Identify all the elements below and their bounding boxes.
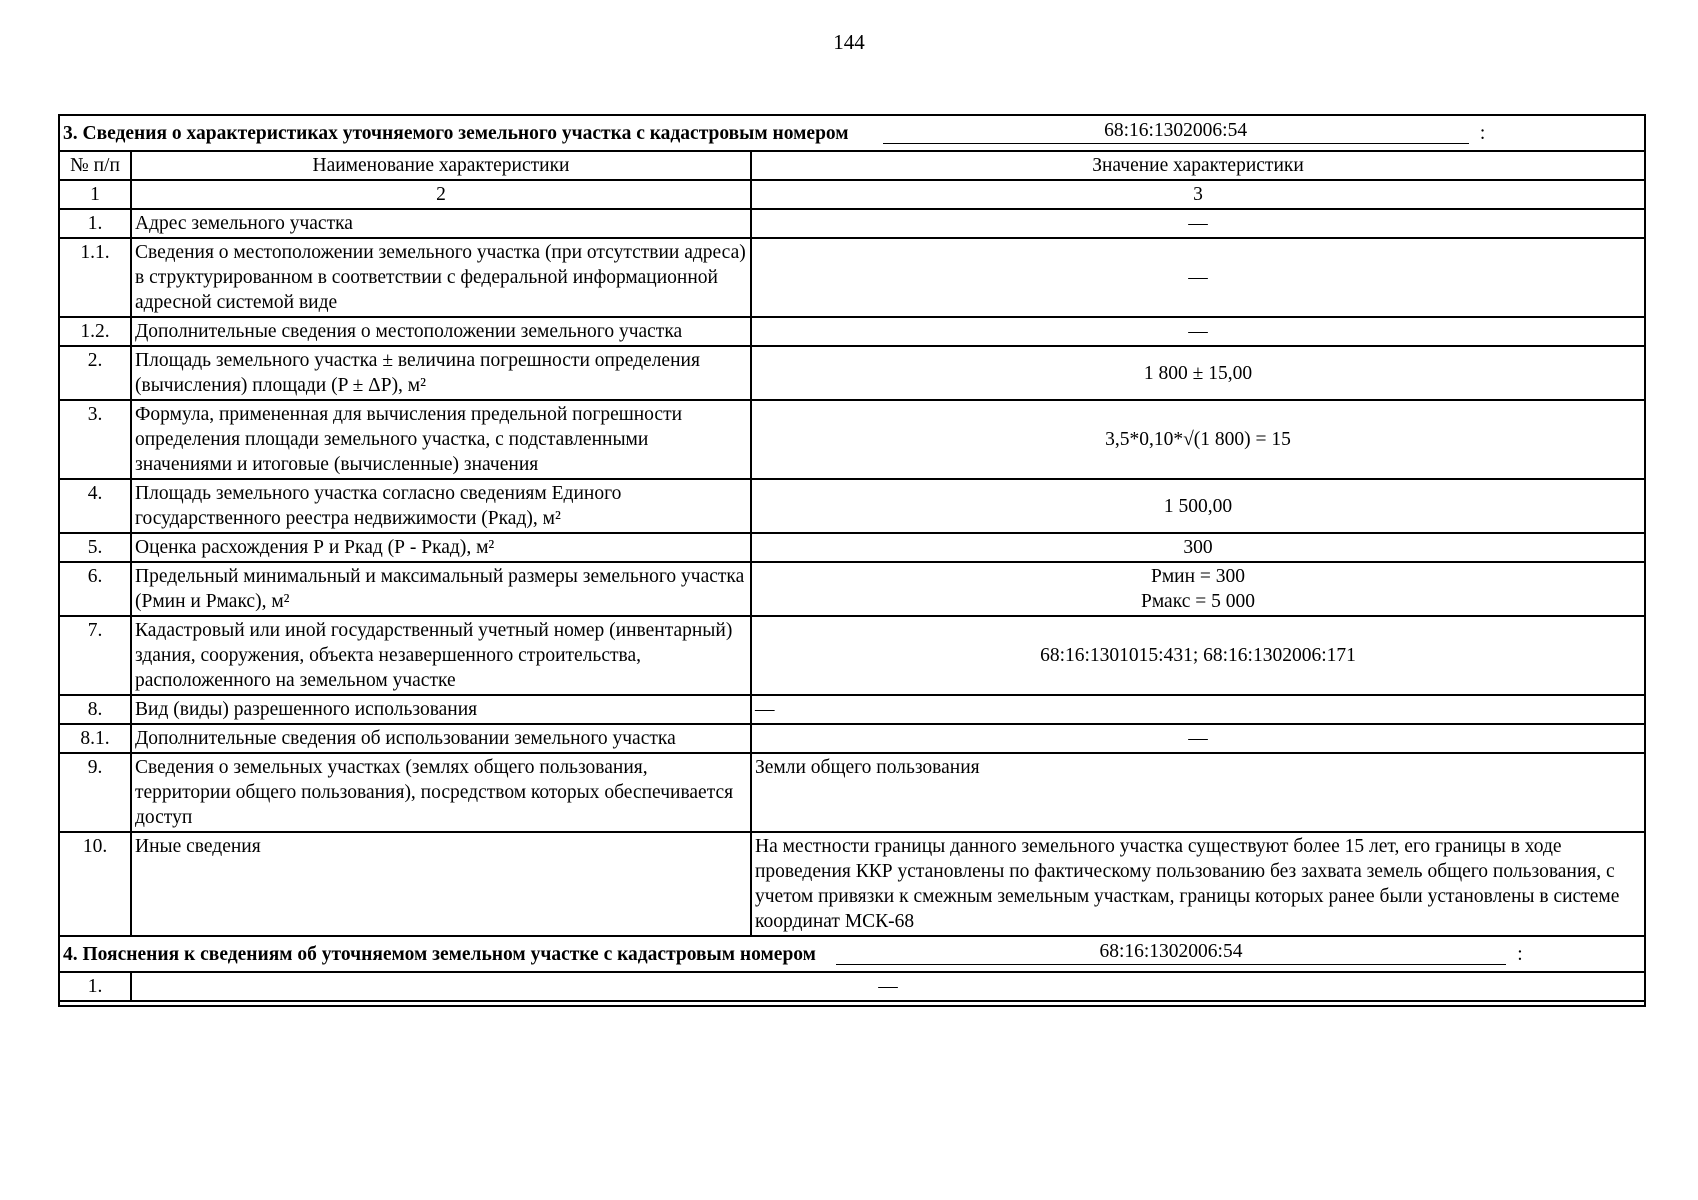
row-number: 5. <box>59 533 131 562</box>
row-number: 8. <box>59 695 131 724</box>
row-name: Предельный минимальный и максимальный размеры земельного участка (Рмин и Рмакс), м² <box>131 562 751 616</box>
row-name: Вид (виды) разрешенного использования <box>131 695 751 724</box>
section-3-title: 3. Сведения о характеристиках уточняемого земельного участка с кадастровым номером <box>63 123 849 144</box>
section-4-colon: : <box>1517 944 1523 965</box>
row-name: Кадастровый или иной государственный учетный номер (инвентарный) здания, сооружения, объекта незавершенного строительства, расположенного на земельном участке <box>131 616 751 695</box>
table-row <box>59 832 1645 936</box>
section-4-title: 4. Пояснения к сведениям об уточняемом земельном участке с кадастровым номером <box>63 944 816 965</box>
row-number: 10. <box>59 832 131 936</box>
column-number-3: 3 <box>751 180 1645 209</box>
row-value: 68:16:1301015:431; 68:16:1302006:171 <box>751 616 1645 695</box>
table-row <box>59 695 1645 724</box>
row-name: Иные сведения <box>131 832 751 936</box>
row-name: Оценка расхождения Р и Ркад (Р - Ркад), м² <box>131 533 751 562</box>
table-row <box>59 317 1645 346</box>
column-header-num: № п/п <box>59 151 131 180</box>
section-3-colon: : <box>1479 123 1486 144</box>
column-number-row <box>59 180 1645 209</box>
row-number: 1.2. <box>59 317 131 346</box>
row-value-line: Рмакс = 5 000 <box>1141 591 1255 612</box>
table-row <box>59 753 1645 832</box>
column-number-1: 1 <box>59 180 131 209</box>
row-number: 6. <box>59 562 131 616</box>
row-value: — <box>751 209 1645 238</box>
row-value: — <box>131 972 1645 1001</box>
row-value: 1 800 ± 15,00 <box>751 346 1645 400</box>
row-name: Дополнительные сведения об использовании земельного участка <box>131 724 751 753</box>
row-value: На местности границы данного земельного участка существуют более 15 лет, его границы в ходе проведения ККР установлены по фактическому пользованию без захвата земель общего пользования, с учетом привязки к смежным земельным участкам, границы которых ранее были установлены в системе координат МСК-68 <box>751 832 1645 936</box>
table-row <box>59 400 1645 479</box>
row-number: 7. <box>59 616 131 695</box>
row-value: 300 <box>751 533 1645 562</box>
row-value: — <box>751 695 1645 724</box>
row-value <box>751 562 1645 616</box>
table-bottom-border <box>59 1001 1645 1006</box>
row-name: Формула, примененная для вычисления предельной погрешности определения площади земельного участка, с подставленными значениями и итоговые (вычисленные) значения <box>131 400 751 479</box>
section-4-cadastral-number: 68:16:1302006:54 <box>836 939 1506 965</box>
row-value: — <box>751 238 1645 317</box>
row-number: 1. <box>59 209 131 238</box>
row-value: Земли общего пользования <box>751 753 1645 832</box>
table-row <box>59 533 1645 562</box>
row-value: — <box>751 724 1645 753</box>
column-header-row <box>59 151 1645 180</box>
column-header-name: Наименование характеристики <box>131 151 751 180</box>
row-number: 9. <box>59 753 131 832</box>
table-row <box>59 616 1645 695</box>
column-header-value: Значение характеристики <box>751 151 1645 180</box>
row-name: Сведения о местоположении земельного участка (при отсутствии адреса) в структурированном в соответствии с федеральной информационной адресной системой виде <box>131 238 751 317</box>
section-4-header-row <box>59 936 1645 972</box>
table-row <box>59 479 1645 533</box>
section-3-header-row <box>59 115 1645 151</box>
row-number: 3. <box>59 400 131 479</box>
table-row <box>59 238 1645 317</box>
row-name: Адрес земельного участка <box>131 209 751 238</box>
row-value: 3,5*0,10*√(1 800) = 15 <box>751 400 1645 479</box>
section-3-cadastral-number: 68:16:1302006:54 <box>883 118 1469 144</box>
row-name: Площадь земельного участка согласно сведениям Единого государственного реестра недвижимости (Ркад), м² <box>131 479 751 533</box>
row-number: 2. <box>59 346 131 400</box>
row-value-line: Рмин = 300 <box>1150 566 1246 587</box>
row-number: 4. <box>59 479 131 533</box>
row-name: Площадь земельного участка ± величина погрешности определения (вычисления) площади (P ± ΔP), м² <box>131 346 751 400</box>
row-number: 8.1. <box>59 724 131 753</box>
row-name: Сведения о земельных участках (землях общего пользования, территории общего пользования), посредством которых обеспечивается доступ <box>131 753 751 832</box>
page-number: 144 <box>833 30 865 54</box>
column-number-2: 2 <box>131 180 751 209</box>
characteristics-table <box>58 114 1646 1007</box>
row-value: 1 500,00 <box>751 479 1645 533</box>
table-row <box>59 972 1645 1001</box>
table-row <box>59 724 1645 753</box>
row-number: 1.1. <box>59 238 131 317</box>
row-value: — <box>751 317 1645 346</box>
table-row <box>59 346 1645 400</box>
document-table-container <box>58 114 1646 1007</box>
row-name: Дополнительные сведения о местоположении земельного участка <box>131 317 751 346</box>
table-row <box>59 562 1645 616</box>
row-number: 1. <box>59 972 131 1001</box>
table-row <box>59 209 1645 238</box>
